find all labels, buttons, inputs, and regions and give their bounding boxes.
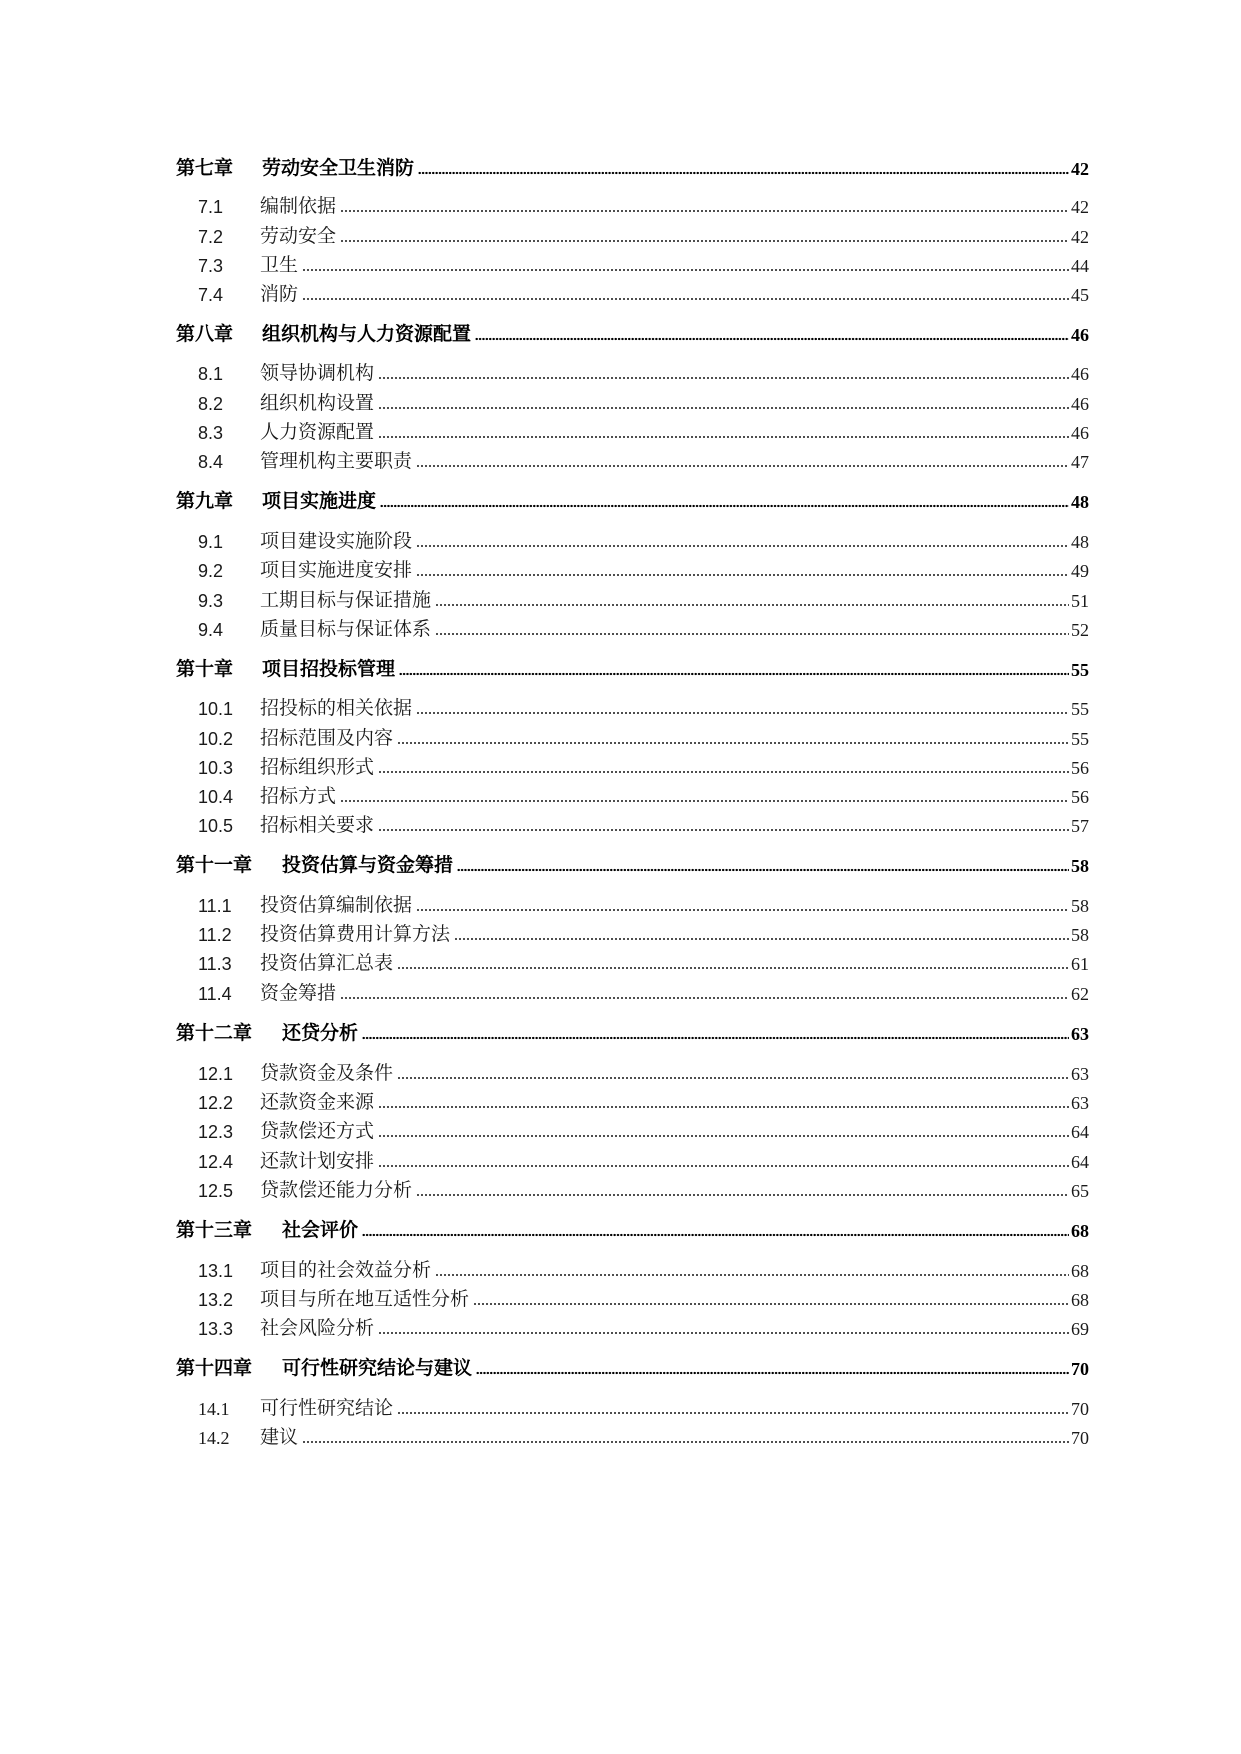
section-title: 项目的社会效益分析 bbox=[260, 1259, 432, 1281]
dot-leader bbox=[397, 1076, 1069, 1080]
toc-section-entry[interactable] bbox=[176, 943, 1089, 975]
page-number: 46 bbox=[1071, 364, 1089, 384]
section-number: 10.2 bbox=[198, 729, 234, 749]
dot-leader bbox=[362, 1233, 1069, 1237]
dot-leader bbox=[454, 937, 1069, 941]
page-number: 70 bbox=[1071, 1359, 1089, 1379]
chapter-number: 第七章 bbox=[176, 157, 234, 179]
section-title: 编制依据 bbox=[260, 195, 337, 217]
section-number: 10.3 bbox=[198, 758, 234, 778]
section-title: 卫生 bbox=[260, 254, 299, 276]
section-number: 10.5 bbox=[198, 816, 234, 836]
page-number: 61 bbox=[1071, 954, 1089, 974]
toc-section-entry[interactable] bbox=[176, 412, 1089, 444]
section-number: 8.2 bbox=[198, 394, 224, 414]
dot-leader bbox=[378, 376, 1069, 380]
section-number: 12.1 bbox=[198, 1064, 234, 1084]
page-number: 51 bbox=[1071, 591, 1089, 611]
dot-leader bbox=[378, 828, 1069, 832]
section-title: 贷款资金及条件 bbox=[260, 1062, 394, 1084]
dot-leader bbox=[416, 908, 1069, 912]
section-number: 7.4 bbox=[198, 285, 224, 305]
page-number: 63 bbox=[1071, 1024, 1089, 1044]
page-number: 56 bbox=[1071, 758, 1089, 778]
page-number: 62 bbox=[1071, 984, 1089, 1004]
dot-leader bbox=[416, 573, 1069, 577]
toc-section-entry[interactable] bbox=[176, 580, 1089, 612]
toc-chapter-entry[interactable] bbox=[176, 1348, 1089, 1380]
dot-leader bbox=[378, 406, 1069, 410]
chapter-title: 还贷分析 bbox=[282, 1022, 359, 1044]
dot-leader bbox=[378, 1331, 1069, 1335]
section-title: 招投标的相关依据 bbox=[260, 697, 413, 719]
page-number: 69 bbox=[1071, 1319, 1089, 1339]
page-number: 46 bbox=[1071, 325, 1089, 345]
section-title: 消防 bbox=[260, 283, 299, 305]
page-number: 58 bbox=[1071, 856, 1089, 876]
dot-leader bbox=[399, 672, 1069, 676]
section-title: 贷款偿还方式 bbox=[260, 1120, 375, 1142]
dot-leader bbox=[476, 1371, 1069, 1375]
page-number: 48 bbox=[1071, 532, 1089, 552]
section-number: 11.1 bbox=[198, 896, 232, 916]
toc-section-entry[interactable] bbox=[176, 776, 1089, 808]
section-title: 还款计划安排 bbox=[260, 1150, 375, 1172]
page-number: 55 bbox=[1071, 660, 1089, 680]
section-number: 10.1 bbox=[198, 699, 234, 719]
toc-section-entry[interactable] bbox=[176, 353, 1089, 385]
page-number: 47 bbox=[1071, 452, 1089, 472]
section-number: 8.3 bbox=[198, 423, 224, 443]
page-number: 65 bbox=[1071, 1181, 1089, 1201]
toc-section-entry[interactable] bbox=[176, 383, 1089, 415]
dot-leader bbox=[378, 1105, 1069, 1109]
section-title: 项目建设实施阶段 bbox=[260, 530, 413, 552]
page-number: 42 bbox=[1071, 159, 1089, 179]
page-number: 49 bbox=[1071, 561, 1089, 581]
section-number: 12.3 bbox=[198, 1122, 234, 1142]
page-number: 44 bbox=[1071, 256, 1089, 276]
section-title: 招标方式 bbox=[260, 785, 337, 807]
section-number: 11.4 bbox=[198, 984, 232, 1004]
section-title: 领导协调机构 bbox=[260, 362, 375, 384]
toc-chapter-entry[interactable] bbox=[176, 148, 1089, 180]
page-number: 58 bbox=[1071, 925, 1089, 945]
section-title: 投资估算汇总表 bbox=[260, 952, 394, 974]
section-title: 招标相关要求 bbox=[260, 814, 375, 836]
toc-section-entry[interactable] bbox=[176, 718, 1089, 750]
page-number: 56 bbox=[1071, 787, 1089, 807]
chapter-title: 劳动安全卫生消防 bbox=[262, 157, 415, 179]
page-number: 45 bbox=[1071, 285, 1089, 305]
page-number: 68 bbox=[1071, 1221, 1089, 1241]
section-title: 建议 bbox=[260, 1426, 299, 1448]
chapter-number: 第十二章 bbox=[176, 1022, 253, 1044]
section-number: 7.2 bbox=[198, 227, 224, 247]
dot-leader bbox=[302, 297, 1069, 301]
dot-leader bbox=[416, 1193, 1069, 1197]
page-number: 64 bbox=[1071, 1122, 1089, 1142]
section-number: 11.3 bbox=[198, 954, 232, 974]
dot-leader bbox=[416, 544, 1069, 548]
toc-chapter-entry[interactable] bbox=[176, 1210, 1089, 1242]
toc-section-entry[interactable] bbox=[176, 216, 1089, 248]
section-number: 7.1 bbox=[198, 197, 224, 217]
page-number: 55 bbox=[1071, 729, 1089, 749]
toc-chapter-entry[interactable] bbox=[176, 649, 1089, 681]
chapter-number: 第九章 bbox=[176, 490, 234, 512]
dot-leader bbox=[473, 1302, 1069, 1306]
dot-leader bbox=[340, 996, 1069, 1000]
dot-leader bbox=[340, 209, 1069, 213]
toc-section-entry[interactable] bbox=[176, 805, 1089, 837]
page-number: 42 bbox=[1071, 227, 1089, 247]
toc-section-entry[interactable] bbox=[176, 973, 1089, 1005]
page-number: 55 bbox=[1071, 699, 1089, 719]
toc-section-entry[interactable] bbox=[176, 1417, 1089, 1449]
section-number: 9.3 bbox=[198, 591, 224, 611]
page-number: 58 bbox=[1071, 896, 1089, 916]
page-number: 63 bbox=[1071, 1064, 1089, 1084]
page-number: 42 bbox=[1071, 197, 1089, 217]
toc-section-entry[interactable] bbox=[176, 1111, 1089, 1143]
chapter-title: 社会评价 bbox=[282, 1219, 359, 1241]
chapter-title: 项目实施进度 bbox=[262, 490, 377, 512]
section-number: 9.4 bbox=[198, 620, 224, 640]
chapter-number: 第十一章 bbox=[176, 854, 253, 876]
page-number: 46 bbox=[1071, 394, 1089, 414]
dot-leader bbox=[397, 966, 1069, 970]
toc-section-entry[interactable] bbox=[176, 688, 1089, 720]
chapter-number: 第十章 bbox=[176, 658, 234, 680]
chapter-title: 投资估算与资金筹措 bbox=[282, 854, 454, 876]
chapter-number: 第十四章 bbox=[176, 1357, 253, 1379]
toc-chapter-entry[interactable] bbox=[176, 845, 1089, 877]
section-title: 投资估算费用计算方法 bbox=[260, 923, 451, 945]
toc-chapter-entry[interactable] bbox=[176, 314, 1089, 346]
section-title: 招标范围及内容 bbox=[260, 727, 394, 749]
section-title: 可行性研究结论 bbox=[260, 1397, 394, 1419]
section-number: 12.2 bbox=[198, 1093, 234, 1113]
dot-leader bbox=[378, 770, 1069, 774]
dot-leader bbox=[397, 1411, 1069, 1415]
page-number: 48 bbox=[1071, 492, 1089, 512]
dot-leader bbox=[475, 337, 1069, 341]
toc-section-entry[interactable] bbox=[176, 274, 1089, 306]
section-number: 13.3 bbox=[198, 1319, 234, 1339]
section-number: 12.4 bbox=[198, 1152, 234, 1172]
toc-section-entry[interactable] bbox=[176, 1170, 1089, 1202]
toc-section-entry[interactable] bbox=[176, 186, 1089, 218]
section-number: 13.1 bbox=[198, 1261, 234, 1281]
section-title: 项目实施进度安排 bbox=[260, 559, 413, 581]
page-number: 64 bbox=[1071, 1152, 1089, 1172]
toc-section-entry[interactable] bbox=[176, 550, 1089, 582]
dot-leader bbox=[416, 464, 1069, 468]
page-number: 68 bbox=[1071, 1261, 1089, 1281]
section-number: 8.1 bbox=[198, 364, 224, 384]
toc-section-entry[interactable] bbox=[176, 1141, 1089, 1173]
section-number: 9.2 bbox=[198, 561, 224, 581]
toc-section-entry[interactable] bbox=[176, 609, 1089, 641]
dot-leader bbox=[418, 171, 1069, 175]
dot-leader bbox=[340, 799, 1069, 803]
section-number: 12.5 bbox=[198, 1181, 234, 1201]
section-number: 11.2 bbox=[198, 925, 232, 945]
toc-chapter-entry[interactable] bbox=[176, 1013, 1089, 1045]
chapter-title: 可行性研究结论与建议 bbox=[282, 1357, 473, 1379]
section-title: 还款资金来源 bbox=[260, 1091, 375, 1113]
page-number: 68 bbox=[1071, 1290, 1089, 1310]
dot-leader bbox=[457, 868, 1069, 872]
section-number: 14.2 bbox=[198, 1428, 230, 1448]
dot-leader bbox=[378, 1134, 1069, 1138]
page-number: 46 bbox=[1071, 423, 1089, 443]
chapter-title: 组织机构与人力资源配置 bbox=[262, 323, 472, 345]
chapter-number: 第八章 bbox=[176, 323, 234, 345]
dot-leader bbox=[378, 1164, 1069, 1168]
dot-leader bbox=[302, 1440, 1069, 1444]
chapter-number: 第十三章 bbox=[176, 1219, 253, 1241]
toc-section-entry[interactable] bbox=[176, 1082, 1089, 1114]
page-number: 63 bbox=[1071, 1093, 1089, 1113]
page-number: 70 bbox=[1071, 1399, 1089, 1419]
toc-section-entry[interactable] bbox=[176, 885, 1089, 917]
toc-section-entry[interactable] bbox=[176, 1053, 1089, 1085]
dot-leader bbox=[302, 268, 1069, 272]
dot-leader bbox=[340, 239, 1069, 243]
toc-section-entry[interactable] bbox=[176, 1250, 1089, 1282]
toc-section-entry[interactable] bbox=[176, 1279, 1089, 1311]
toc-section-entry[interactable] bbox=[176, 1308, 1089, 1340]
section-title: 招标组织形式 bbox=[260, 756, 375, 778]
section-number: 9.1 bbox=[198, 532, 224, 552]
section-title: 管理机构主要职责 bbox=[260, 450, 413, 472]
section-title: 项目与所在地互适性分析 bbox=[260, 1288, 470, 1310]
dot-leader bbox=[435, 1273, 1069, 1277]
page-number: 52 bbox=[1071, 620, 1089, 640]
page-number: 57 bbox=[1071, 816, 1089, 836]
toc-section-entry[interactable] bbox=[176, 1388, 1089, 1420]
section-title: 人力资源配置 bbox=[260, 421, 375, 443]
section-number: 13.2 bbox=[198, 1290, 234, 1310]
section-title: 贷款偿还能力分析 bbox=[260, 1179, 413, 1201]
toc-section-entry[interactable] bbox=[176, 747, 1089, 779]
section-number: 8.4 bbox=[198, 452, 224, 472]
dot-leader bbox=[416, 711, 1069, 715]
section-title: 质量目标与保证体系 bbox=[260, 618, 432, 640]
toc-section-entry[interactable] bbox=[176, 914, 1089, 946]
dot-leader bbox=[380, 504, 1069, 508]
dot-leader bbox=[362, 1036, 1069, 1040]
section-title: 社会风险分析 bbox=[260, 1317, 375, 1339]
dot-leader bbox=[397, 741, 1069, 745]
page-number: 70 bbox=[1071, 1428, 1089, 1448]
dot-leader bbox=[378, 435, 1069, 439]
toc-section-entry[interactable] bbox=[176, 245, 1089, 277]
section-title: 组织机构设置 bbox=[260, 392, 375, 414]
section-number: 14.1 bbox=[198, 1399, 230, 1419]
section-title: 资金筹措 bbox=[260, 982, 337, 1004]
toc-chapter-entry[interactable] bbox=[176, 481, 1089, 513]
dot-leader bbox=[435, 632, 1069, 636]
dot-leader bbox=[435, 603, 1069, 607]
section-title: 投资估算编制依据 bbox=[260, 894, 413, 916]
toc-section-entry[interactable] bbox=[176, 441, 1089, 473]
section-number: 7.3 bbox=[198, 256, 224, 276]
chapter-title: 项目招投标管理 bbox=[262, 658, 396, 680]
section-title: 工期目标与保证措施 bbox=[260, 589, 432, 611]
toc-section-entry[interactable] bbox=[176, 521, 1089, 553]
section-number: 10.4 bbox=[198, 787, 234, 807]
section-title: 劳动安全 bbox=[260, 225, 337, 247]
